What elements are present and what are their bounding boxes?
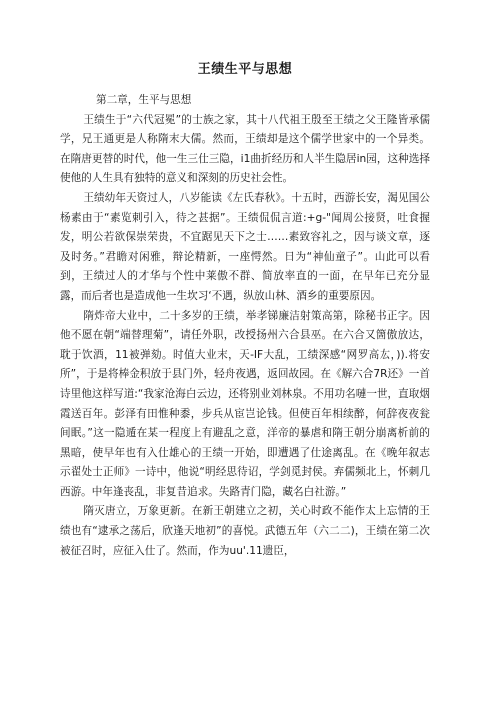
- chapter-heading: 第二章，生平与思想: [96, 94, 192, 106]
- paragraph-3: 隋炸帝大业中，二十多岁的王绩，举孝锑廉洁射策高第，除秘书正字。因他不愿在朝“端替理菊”，请任外职，改授扬州六合县巫。在六合又箇傲放达，耽于饮酒，11被弹劾。时值大业末，天-IF大乱，工绩深感“网罗高厷，)).将安所”，于是将棒金积放于县门外，轻舟夜遇，返回故园。在《解六合7R还》一首诗里他这样写道:“我家沧海白云边，还将别业刘林泉。不用功名嗹一世，直取烟霞送百年。彭泽有田惟种黍，步兵从宦岂论钱。但使百年相续醉，何辞夜夜瓮间眠。”这一隐遁在某一程度上有避乱之意，洋帝的暴虐和隋王朝分崩离析前的黑暗，使早年也有入仕雄心的王绩一开始，即遭遇了仕途离乱。在《晚年叙志示翟处士正师》一诗中，他说“明经思待诏，学剑觅封侯。弃儒频北上，怀刺几西游。中年逢丧乱，非复昔追求。失路青门隐，藏名白社游。”: [60, 309, 430, 498]
- document-title: 王绩生平与思想: [197, 62, 293, 77]
- paragraph-2: 王绩幼年天资过人，八岁能读《左氏春秋》。十五时，西游长安，渴见国公杨素由于“素览刺引入，待之甚据”。王绩侃侃言道:+g-"闻周公接贤，吐食握发，明公若欲保崇荣贵，不宜踞见天下之士……素致容礼之，因与谈文章，逐及时务。”君瞻对闲雅，辩论精新，一座愕然。日为“神仙童子”。山此可以看到，王绩过人的才华与个性中莱傲不群、简放率直的一面，在早年已充分显露，而后者也是造成他一生坎习‘不遇，纵放山林、酒乡的重要原因。: [60, 191, 430, 302]
- paragraph-4: 隋灭唐立，万象更新。在新王朝建立之初，关心时政不能作太上忘情的王绩也有“逮承之荡后，欣逢天地初”的喜悦。武德五年（六二二)，王绩在第二次被征召时，应征入仕了。然而，作为uu'.11遗臣，: [60, 505, 430, 557]
- paragraph-1: 王绩生于“六代冠冕”的士族之家，其十八代祖王殷至王绩之父王隆皆承儒学，兄王通更是人称隋末大儒。然而，王绩却是这个儒学世家中的一个异类。在隋唐更替的时代，他一生三仕三隐，i1曲折经历和人半生隐居in园，这种选择使他的人生具有独特的意义和深刻的历史社会性。: [60, 113, 430, 185]
